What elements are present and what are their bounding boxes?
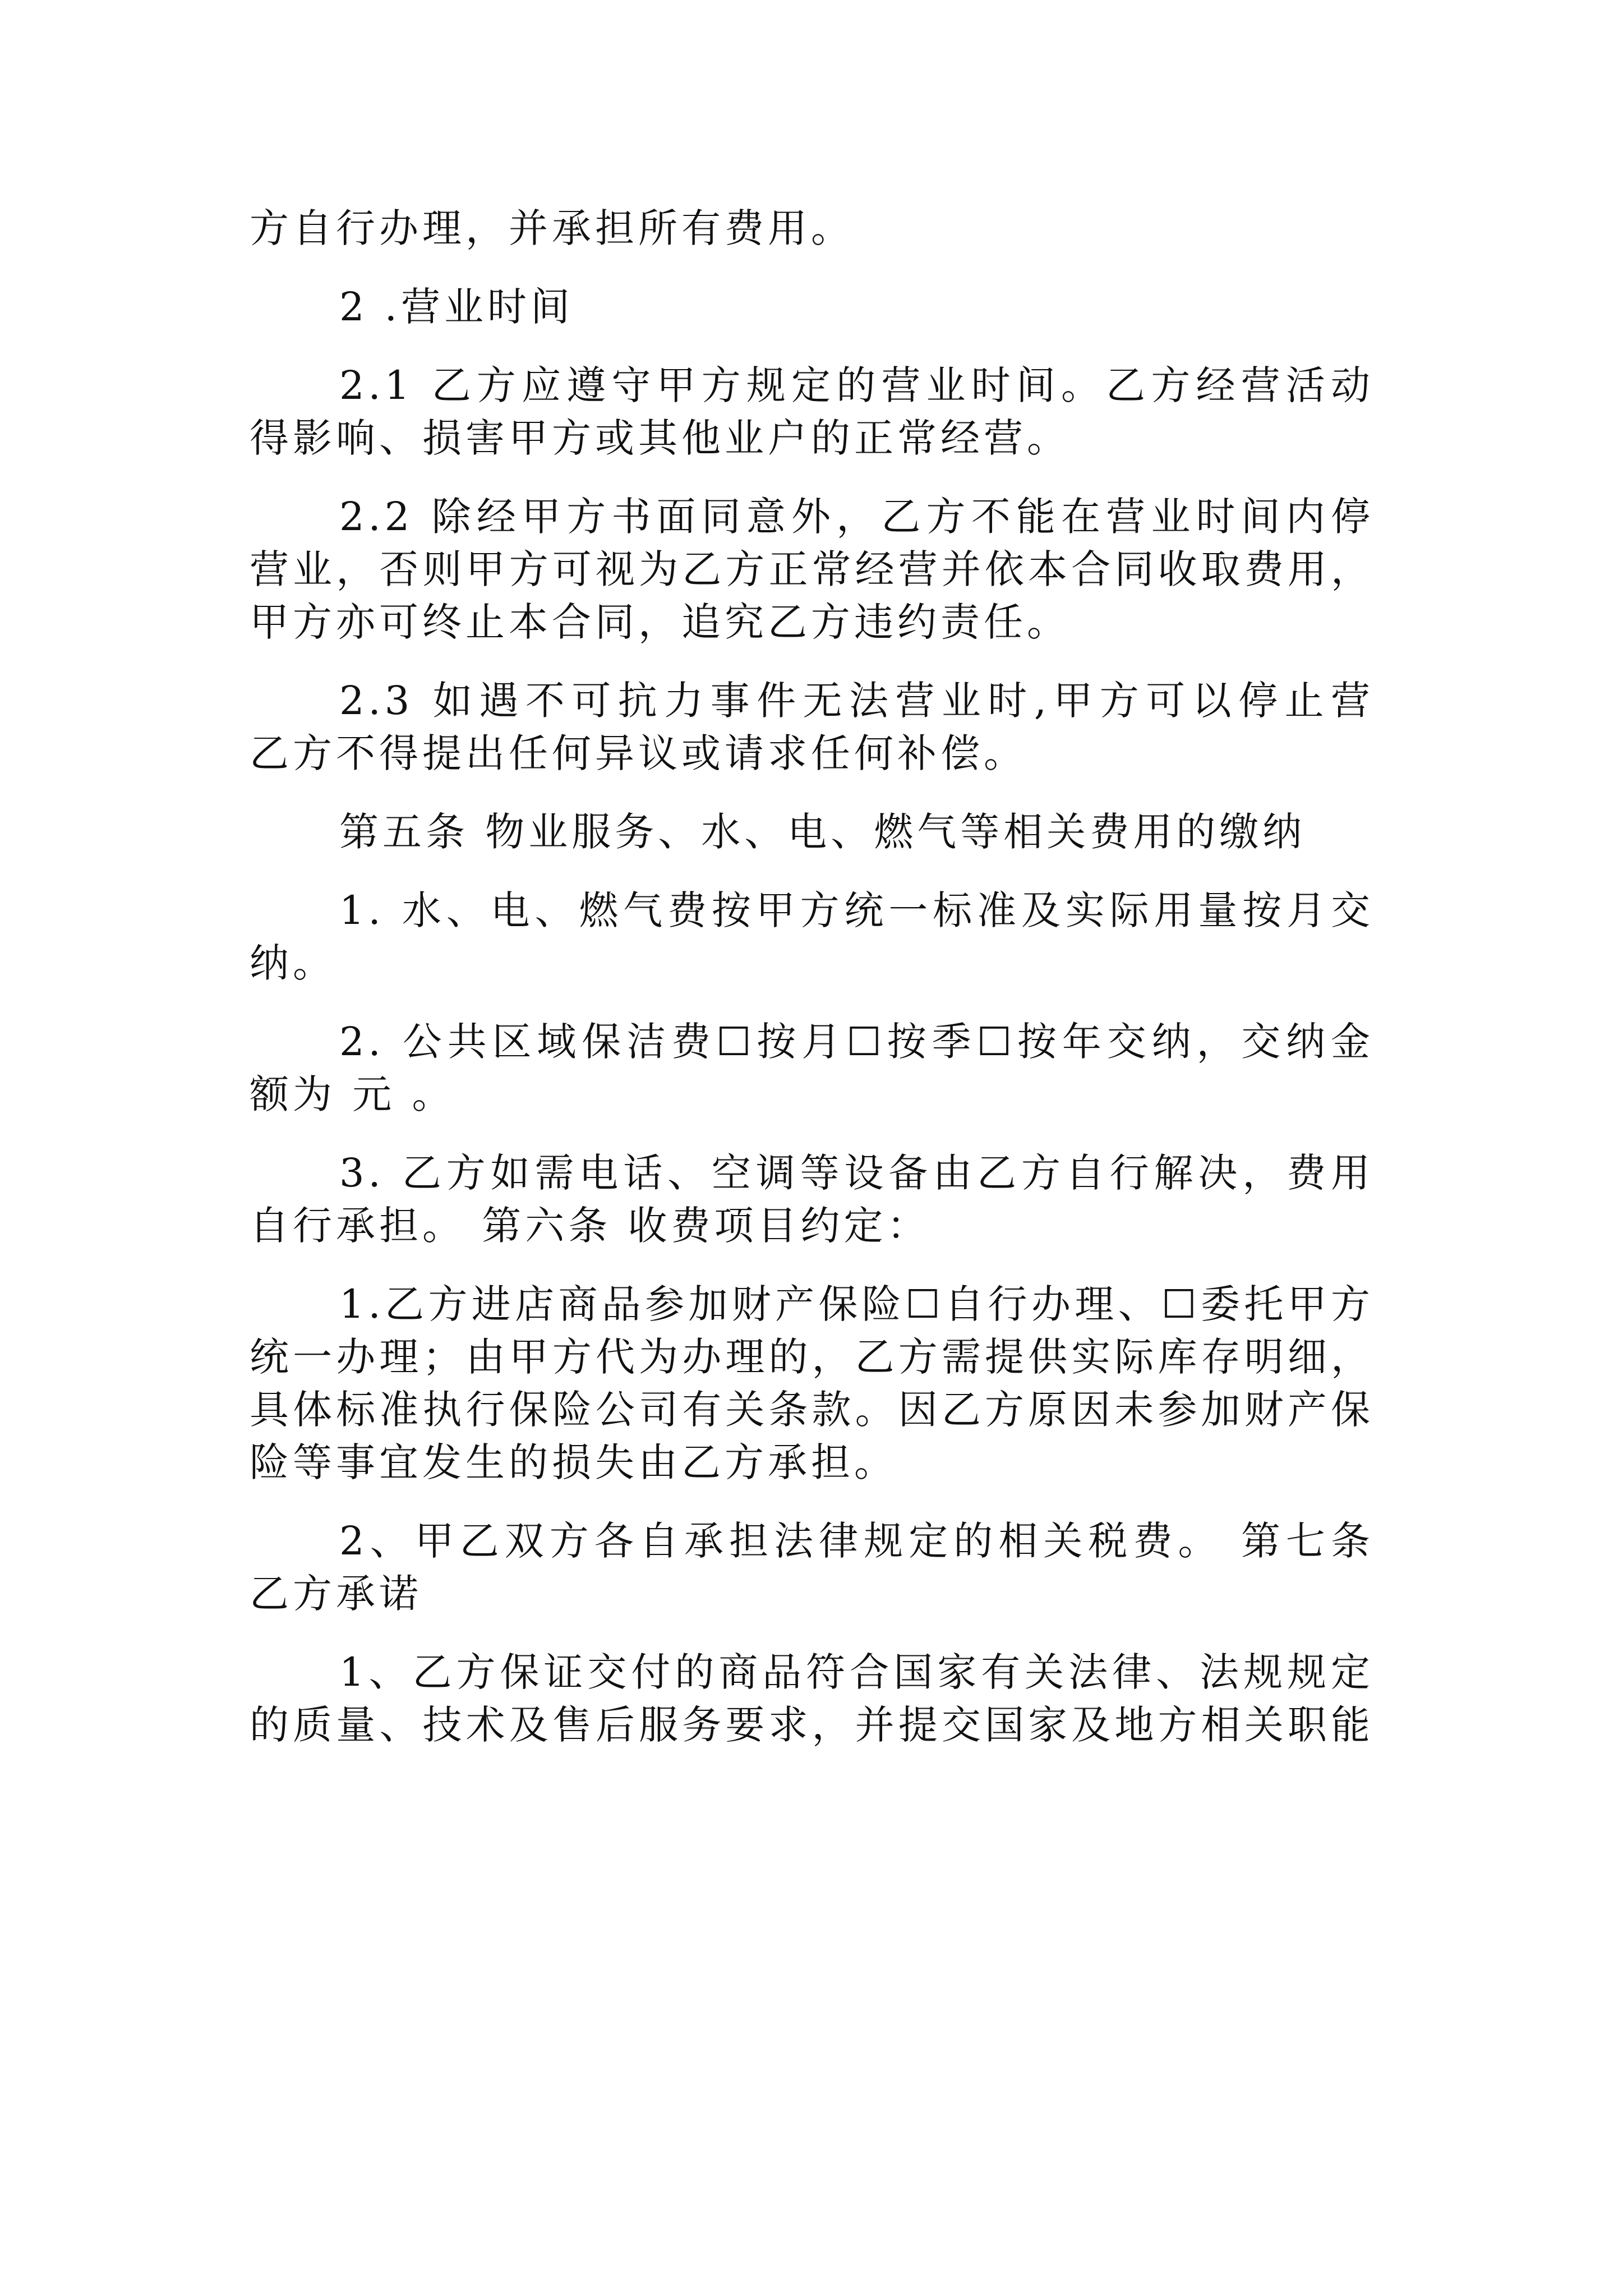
text-line: 乙方承诺 — [250, 1571, 422, 1617]
text-line: 统一办理；由甲方代为办理的，乙方需提供实际库存明细， — [250, 1334, 1374, 1380]
text-line: 得影响、损害甲方或其他业户的正常经营。 — [250, 415, 1070, 461]
text-line: 乙方不得提出任何异议或请求任何补偿。 — [250, 730, 1027, 776]
text-line: 额为 元 。 — [250, 1071, 455, 1117]
text-line: 具体标准执行保险公司有关条款。因乙方原因未参加财产保 — [250, 1387, 1374, 1433]
text-line: 1.乙方进店商品参加财产保险☐自行办理、☐委托甲方 — [339, 1281, 1374, 1327]
text-line: 2、甲乙双方各自承担法律规定的相关税费。 第七条 — [339, 1518, 1374, 1564]
text-line: 1、乙方保证交付的商品符合国家有关法律、法规规定 — [339, 1649, 1374, 1695]
text-line: 的质量、技术及售后服务要求，并提交国家及地方相关职能 — [250, 1702, 1374, 1748]
text-line: 2. 公共区域保洁费☐按月☐按季☐按年交纳，交纳金 — [339, 1019, 1374, 1065]
document-body — [250, 202, 1374, 1751]
text-line: 营业，否则甲方可视为乙方正常经营并依本合同收取费用， — [250, 546, 1374, 592]
text-line: 甲方亦可终止本合同，追究乙方违约责任。 — [250, 599, 1070, 645]
section-heading: 2 .营业时间 — [339, 284, 574, 330]
text-line: 纳。 — [250, 940, 336, 986]
text-line: 2.2 除经甲方书面同意外，乙方不能在营业时间内停 — [339, 494, 1374, 540]
text-line: 2.1 乙方应遵守甲方规定的营业时间。乙方经营活动 — [339, 362, 1374, 408]
text-line: 2.3 如遇不可抗力事件无法营业时,甲方可以停止营 — [339, 678, 1374, 724]
text-line: 险等事宜发生的损失由乙方承担。 — [250, 1439, 897, 1485]
text-line: 方自行办理，并承担所有费用。 — [250, 205, 854, 251]
text-line: 自行承担。 第六条 收费项目约定： — [250, 1203, 930, 1249]
text-line: 3. 乙方如需电话、空调等设备由乙方自行解决，费用 — [339, 1150, 1374, 1196]
text-line: 1. 水、电、燃气费按甲方统一标准及实际用量按月交 — [339, 887, 1374, 933]
article-heading: 第五条 物业服务、水、电、燃气等相关费用的缴纳 — [339, 809, 1306, 855]
